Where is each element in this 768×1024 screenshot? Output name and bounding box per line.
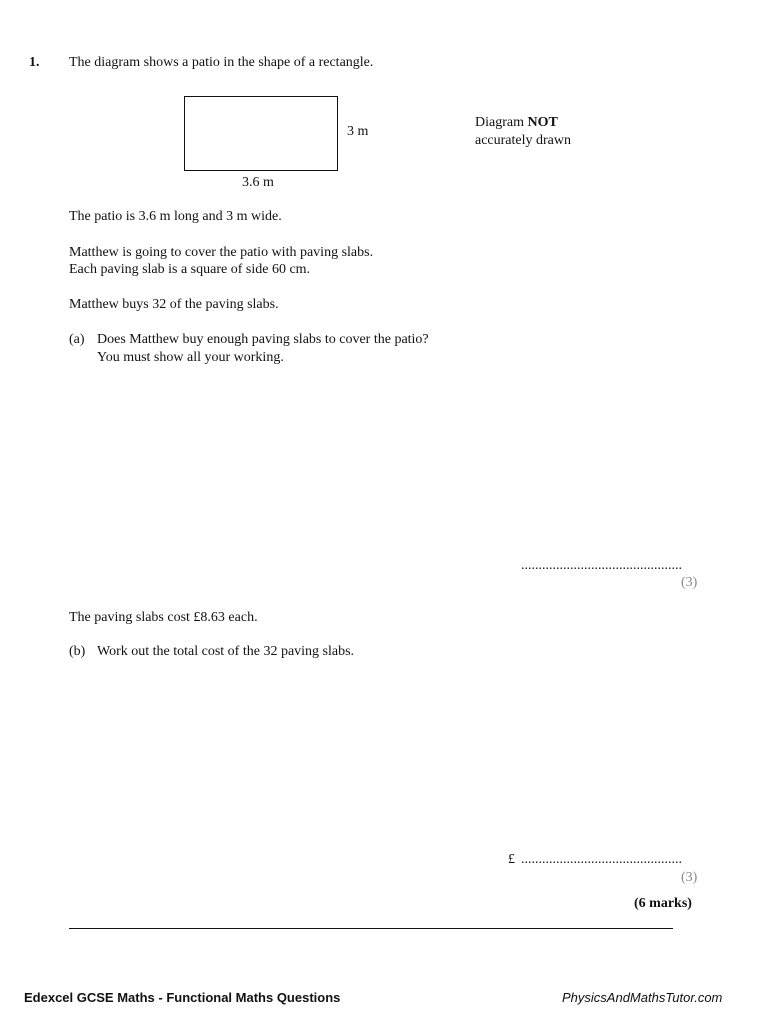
part-a-answer-line[interactable]: .............................................. <box>521 558 682 573</box>
patio-dimensions-text: The patio is 3.6 m long and 3 m wide. <box>69 209 282 224</box>
patio-length-label: 3.6 m <box>242 175 274 190</box>
footer-title: Edexcel GCSE Maths - Functional Maths Questions <box>24 990 341 1005</box>
slab-cost-text: The paving slabs cost £8.63 each. <box>69 610 258 625</box>
total-marks: (6 marks) <box>634 896 692 911</box>
part-a-marks: (3) <box>681 575 698 590</box>
question-number: 1. <box>29 55 40 70</box>
slabs-bought-text: Matthew buys 32 of the paving slabs. <box>69 297 279 312</box>
section-divider <box>69 928 673 929</box>
patio-rectangle-diagram <box>184 96 338 171</box>
part-b-marks: (3) <box>681 870 698 885</box>
part-b-answer-line[interactable]: .............................................. <box>521 852 682 867</box>
diagram-note-not: NOT <box>527 115 558 130</box>
part-b-question: Work out the total cost of the 32 paving slabs. <box>97 644 355 659</box>
diagram-note-line2: accurately drawn <box>475 133 571 148</box>
slabs-intro-line2: Each paving slab is a square of side 60 cm. <box>69 262 311 277</box>
patio-width-label: 3 m <box>347 124 369 139</box>
part-b-currency-symbol: £ <box>508 852 515 867</box>
part-a-question-line1: Does Matthew buy enough paving slabs to cover the patio? <box>97 332 429 347</box>
part-a-label: (a) <box>69 332 85 347</box>
footer-site: PhysicsAndMathsTutor.com <box>562 990 723 1005</box>
diagram-note <box>475 114 571 150</box>
part-b-label: (b) <box>69 644 86 659</box>
diagram-note-prefix: Diagram <box>475 115 528 130</box>
slabs-intro-line1: Matthew is going to cover the patio with paving slabs. <box>69 245 374 260</box>
part-a-question-line2: You must show all your working. <box>97 350 284 365</box>
question-intro: The diagram shows a patio in the shape of a rectangle. <box>69 55 374 70</box>
